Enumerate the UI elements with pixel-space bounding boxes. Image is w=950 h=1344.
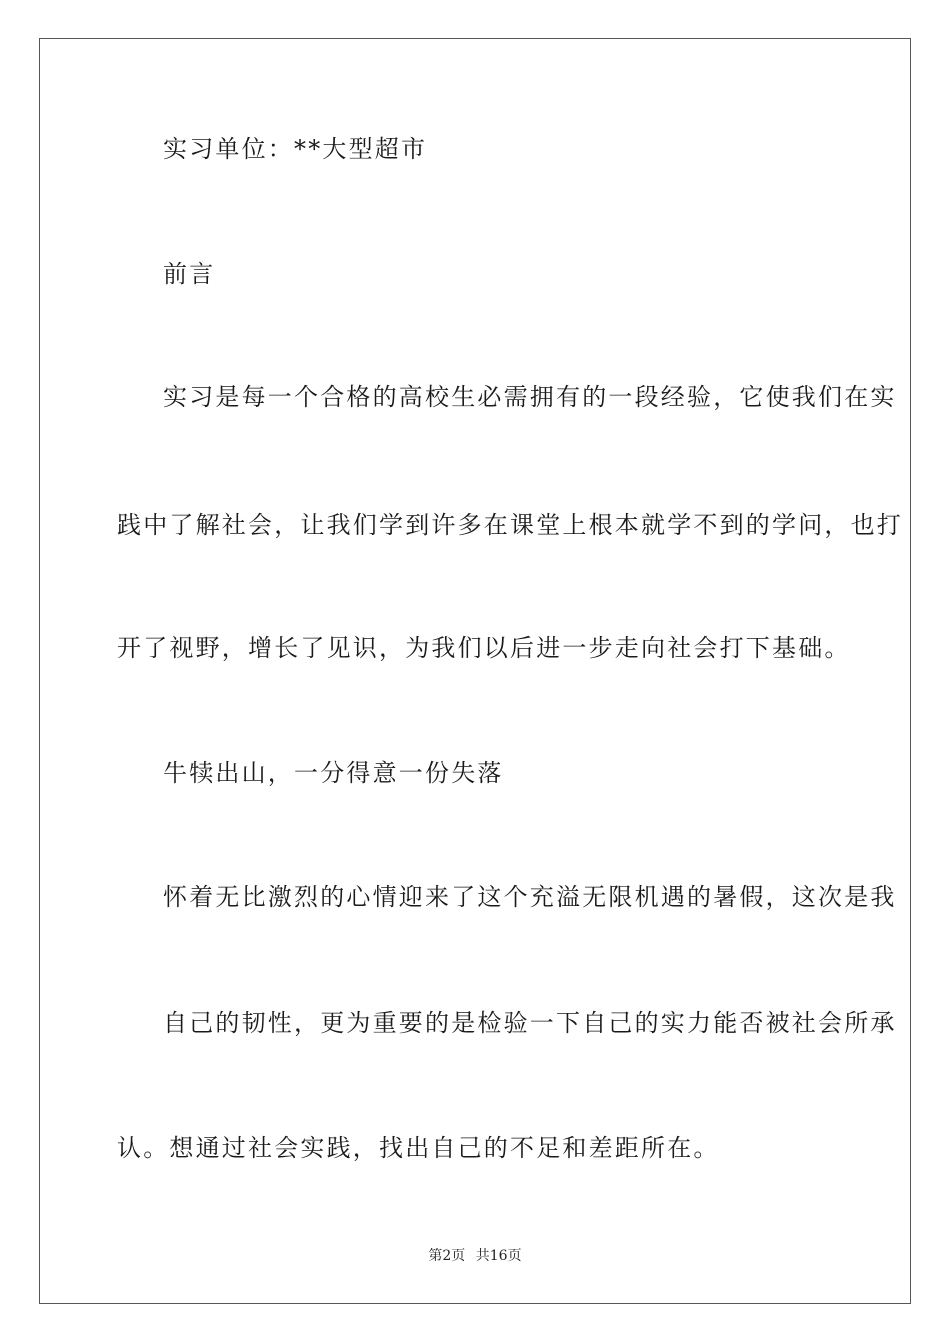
paragraph-line: 实习是每一个合格的高校生必需拥有的一段经验，它使我们在实 [163,383,897,411]
section-heading-preface: 前言 [163,260,216,288]
paragraph-line: 开了视野，增长了见识，为我们以后进一步走向社会打下基础。 [117,634,851,662]
paragraph-line: 认。想通过社会实践，找出自己的不足和差距所在。 [117,1134,720,1162]
total-pages: 共16页 [475,1248,522,1264]
page-footer [0,1247,950,1265]
paragraph-line: 自己的韧性，更为重要的是检验一下自己的实力能否被社会所承 [163,1009,897,1037]
paragraph-line: 怀着无比激烈的心情迎来了这个充溢无限机遇的暑假，这次是我 [163,883,897,911]
page-border [39,38,911,1304]
section-heading: 牛犊出山，一分得意一份失落 [163,759,504,787]
page-number: 第2页 [428,1248,466,1264]
paragraph-line: 践中了解社会，让我们学到许多在课堂上根本就学不到的学问，也打 [117,511,903,539]
internship-unit-line: 实习单位：**大型超市 [163,135,428,163]
